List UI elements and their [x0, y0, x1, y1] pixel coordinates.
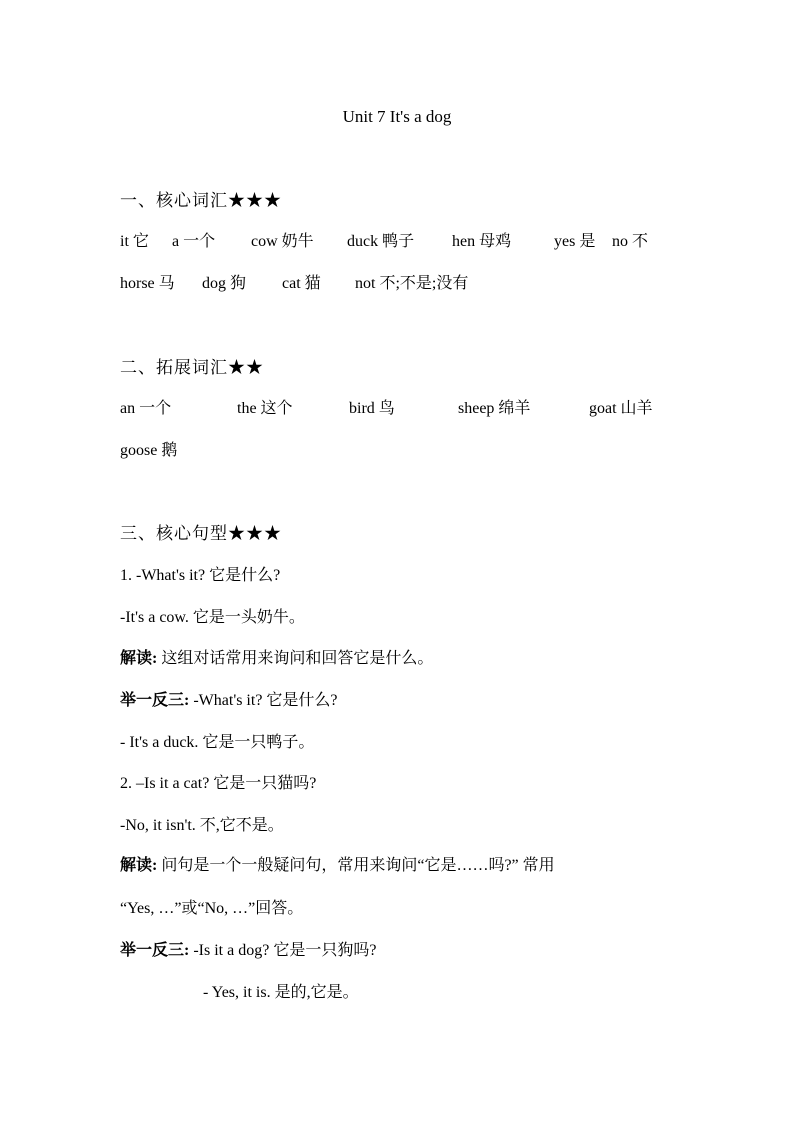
vocab-item: hen 母鸡 — [452, 233, 512, 250]
example-label: 举一反三: — [120, 942, 190, 959]
ext-vocab-heading: 二、拓展词汇★★ — [120, 358, 264, 377]
core-vocab-heading: 一、核心词汇★★★ — [120, 191, 282, 210]
vocab-item: goose 鹅 — [120, 442, 178, 459]
sentence-1-example-answer: - It's a duck. 它是一只鸭子。 — [120, 734, 315, 751]
vocab-item: cow 奶牛 — [251, 233, 314, 250]
sentence-1-question: 1. -What's it? 它是什么? — [120, 567, 281, 584]
vocab-item: cat 猫 — [282, 275, 321, 292]
sentence-2-example-answer: - Yes, it is. 是的,它是。 — [203, 984, 359, 1001]
sentence-2-question: 2. –Is it a cat? 它是一只猫吗? — [120, 775, 317, 792]
note-text: 问句是一个一般疑问句，常用来询问“它是……吗?” 常用 — [157, 857, 555, 874]
vocab-item: no 不 — [612, 233, 649, 250]
ext-vocab-row-1 — [120, 398, 680, 420]
vocab-item: horse 马 — [120, 275, 175, 292]
vocab-item: dog 狗 — [202, 275, 247, 292]
example-label: 举一反三: — [120, 692, 190, 709]
sentence-2-answer: -No, it isn't. 不,它不是。 — [120, 817, 284, 834]
vocab-item: the 这个 — [237, 400, 293, 417]
core-vocab-row-1 — [120, 231, 680, 253]
ext-vocab-row-2 — [120, 440, 177, 462]
sentence-2-example — [120, 940, 376, 962]
sentence-1-answer: -It's a cow. 它是一头奶牛。 — [120, 609, 305, 626]
vocab-item: yes 是 — [554, 233, 596, 250]
core-vocab-row-2 — [120, 273, 680, 295]
note-label: 解读: — [120, 857, 158, 874]
vocab-item: goat 山羊 — [589, 400, 653, 417]
vocab-item: not 不;不是;没有 — [355, 275, 469, 292]
note-label: 解读: — [120, 650, 158, 667]
sentence-1-note — [120, 648, 433, 670]
vocab-item: it 它 — [120, 233, 149, 250]
vocab-item: an 一个 — [120, 400, 172, 417]
example-text: -What's it? 它是什么? — [189, 692, 338, 709]
vocab-item: a 一个 — [172, 233, 216, 250]
vocab-item: duck 鸭子 — [347, 233, 415, 250]
core-sentences-heading: 三、核心句型★★★ — [120, 524, 282, 543]
sentence-2-note-continued: “Yes, …”或“No, …”回答。 — [120, 900, 304, 917]
example-text: -Is it a dog? 它是一只狗吗? — [189, 942, 377, 959]
sentence-2-note — [120, 855, 680, 877]
note-text: 这组对话常用来询问和回答它是什么。 — [157, 650, 434, 667]
page-title: Unit 7 It's a dog — [342, 107, 452, 126]
vocab-item: sheep 绵羊 — [458, 400, 531, 417]
sentence-1-example — [120, 690, 338, 712]
vocab-item: bird 鸟 — [349, 400, 395, 417]
